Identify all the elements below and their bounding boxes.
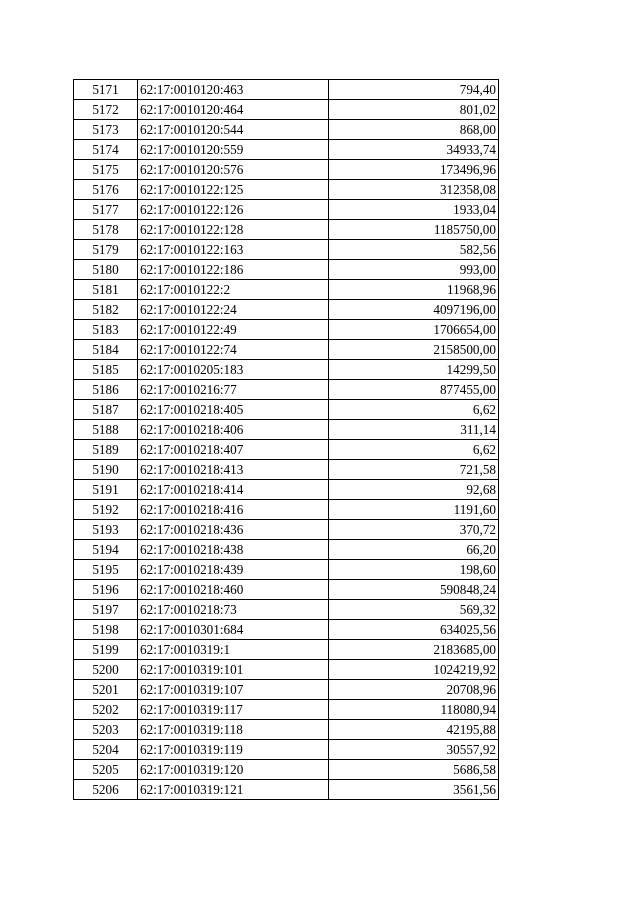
row-number-cell: 5189 bbox=[74, 440, 138, 460]
row-number-cell: 5197 bbox=[74, 600, 138, 620]
cadastral-value-cell: 1191,60 bbox=[329, 500, 499, 520]
cadastral-number-cell: 62:17:0010301:684 bbox=[138, 620, 329, 640]
cadastral-value-cell: 3561,56 bbox=[329, 780, 499, 800]
row-number-cell: 5192 bbox=[74, 500, 138, 520]
cadastral-number-cell: 62:17:0010319:118 bbox=[138, 720, 329, 740]
row-number-cell: 5196 bbox=[74, 580, 138, 600]
cadastral-number-cell: 62:17:0010319:107 bbox=[138, 680, 329, 700]
table-row bbox=[74, 260, 499, 280]
table-row bbox=[74, 440, 499, 460]
cadastral-value-cell: 14299,50 bbox=[329, 360, 499, 380]
row-number-cell: 5190 bbox=[74, 460, 138, 480]
row-number-cell: 5175 bbox=[74, 160, 138, 180]
cadastral-number-cell: 62:17:0010120:544 bbox=[138, 120, 329, 140]
cadastral-value-cell: 66,20 bbox=[329, 540, 499, 560]
row-number-cell: 5179 bbox=[74, 240, 138, 260]
cadastral-value-cell: 11968,96 bbox=[329, 280, 499, 300]
table-row bbox=[74, 460, 499, 480]
table-row bbox=[74, 640, 499, 660]
cadastral-value-cell: 590848,24 bbox=[329, 580, 499, 600]
table-row bbox=[74, 780, 499, 800]
cadastral-number-cell: 62:17:0010122:24 bbox=[138, 300, 329, 320]
table-row bbox=[74, 200, 499, 220]
cadastral-value-cell: 118080,94 bbox=[329, 700, 499, 720]
cadastral-value-cell: 2183685,00 bbox=[329, 640, 499, 660]
cadastral-value-cell: 4097196,00 bbox=[329, 300, 499, 320]
cadastral-value-cell: 721,58 bbox=[329, 460, 499, 480]
row-number-cell: 5171 bbox=[74, 80, 138, 100]
row-number-cell: 5204 bbox=[74, 740, 138, 760]
row-number-cell: 5187 bbox=[74, 400, 138, 420]
table-row bbox=[74, 120, 499, 140]
cadastral-number-cell: 62:17:0010122:2 bbox=[138, 280, 329, 300]
table-row bbox=[74, 80, 499, 100]
table-row bbox=[74, 600, 499, 620]
row-number-cell: 5194 bbox=[74, 540, 138, 560]
table-row bbox=[74, 320, 499, 340]
cadastral-value-cell: 20708,96 bbox=[329, 680, 499, 700]
cadastral-value-cell: 34933,74 bbox=[329, 140, 499, 160]
cadastral-number-cell: 62:17:0010122:126 bbox=[138, 200, 329, 220]
table-row bbox=[74, 140, 499, 160]
cadastral-value-cell: 6,62 bbox=[329, 400, 499, 420]
cadastral-number-cell: 62:17:0010319:121 bbox=[138, 780, 329, 800]
cadastral-value-cell: 92,68 bbox=[329, 480, 499, 500]
row-number-cell: 5183 bbox=[74, 320, 138, 340]
row-number-cell: 5180 bbox=[74, 260, 138, 280]
table-row bbox=[74, 480, 499, 500]
cadastral-number-cell: 62:17:0010319:119 bbox=[138, 740, 329, 760]
cadastral-number-cell: 62:17:0010218:436 bbox=[138, 520, 329, 540]
row-number-cell: 5202 bbox=[74, 700, 138, 720]
table-row bbox=[74, 700, 499, 720]
cadastral-value-cell: 877455,00 bbox=[329, 380, 499, 400]
cadastral-number-cell: 62:17:0010120:463 bbox=[138, 80, 329, 100]
row-number-cell: 5191 bbox=[74, 480, 138, 500]
table-row bbox=[74, 760, 499, 780]
cadastral-value-table bbox=[73, 79, 499, 800]
cadastral-number-cell: 62:17:0010218:416 bbox=[138, 500, 329, 520]
cadastral-value-cell: 173496,96 bbox=[329, 160, 499, 180]
cadastral-number-cell: 62:17:0010122:163 bbox=[138, 240, 329, 260]
row-number-cell: 5200 bbox=[74, 660, 138, 680]
table-row bbox=[74, 580, 499, 600]
cadastral-value-cell: 582,56 bbox=[329, 240, 499, 260]
table-row bbox=[74, 520, 499, 540]
table-row bbox=[74, 560, 499, 580]
cadastral-number-cell: 62:17:0010218:413 bbox=[138, 460, 329, 480]
cadastral-value-cell: 312358,08 bbox=[329, 180, 499, 200]
cadastral-value-cell: 30557,92 bbox=[329, 740, 499, 760]
table-row bbox=[74, 720, 499, 740]
row-number-cell: 5186 bbox=[74, 380, 138, 400]
cadastral-value-cell: 1933,04 bbox=[329, 200, 499, 220]
cadastral-number-cell: 62:17:0010218:406 bbox=[138, 420, 329, 440]
cadastral-number-cell: 62:17:0010218:439 bbox=[138, 560, 329, 580]
table-row bbox=[74, 300, 499, 320]
table-row bbox=[74, 220, 499, 240]
table-row bbox=[74, 360, 499, 380]
cadastral-number-cell: 62:17:0010122:74 bbox=[138, 340, 329, 360]
cadastral-value-cell: 1185750,00 bbox=[329, 220, 499, 240]
cadastral-value-cell: 993,00 bbox=[329, 260, 499, 280]
cadastral-number-cell: 62:17:0010122:186 bbox=[138, 260, 329, 280]
table-body bbox=[74, 80, 499, 800]
table-row bbox=[74, 500, 499, 520]
table-row bbox=[74, 100, 499, 120]
table-row bbox=[74, 400, 499, 420]
row-number-cell: 5199 bbox=[74, 640, 138, 660]
row-number-cell: 5195 bbox=[74, 560, 138, 580]
cadastral-number-cell: 62:17:0010120:576 bbox=[138, 160, 329, 180]
cadastral-number-cell: 62:17:0010120:464 bbox=[138, 100, 329, 120]
cadastral-value-cell: 569,32 bbox=[329, 600, 499, 620]
row-number-cell: 5174 bbox=[74, 140, 138, 160]
row-number-cell: 5188 bbox=[74, 420, 138, 440]
cadastral-number-cell: 62:17:0010218:414 bbox=[138, 480, 329, 500]
cadastral-value-cell: 370,72 bbox=[329, 520, 499, 540]
cadastral-number-cell: 62:17:0010218:73 bbox=[138, 600, 329, 620]
table-row bbox=[74, 740, 499, 760]
cadastral-value-cell: 311,14 bbox=[329, 420, 499, 440]
row-number-cell: 5206 bbox=[74, 780, 138, 800]
cadastral-number-cell: 62:17:0010218:407 bbox=[138, 440, 329, 460]
row-number-cell: 5173 bbox=[74, 120, 138, 140]
row-number-cell: 5201 bbox=[74, 680, 138, 700]
cadastral-number-cell: 62:17:0010218:405 bbox=[138, 400, 329, 420]
cadastral-number-cell: 62:17:0010319:1 bbox=[138, 640, 329, 660]
row-number-cell: 5193 bbox=[74, 520, 138, 540]
row-number-cell: 5181 bbox=[74, 280, 138, 300]
cadastral-number-cell: 62:17:0010205:183 bbox=[138, 360, 329, 380]
table-row bbox=[74, 240, 499, 260]
table-row bbox=[74, 680, 499, 700]
row-number-cell: 5184 bbox=[74, 340, 138, 360]
table-row bbox=[74, 340, 499, 360]
cadastral-value-cell: 1706654,00 bbox=[329, 320, 499, 340]
table-row bbox=[74, 420, 499, 440]
row-number-cell: 5198 bbox=[74, 620, 138, 640]
cadastral-value-cell: 634025,56 bbox=[329, 620, 499, 640]
cadastral-number-cell: 62:17:0010216:77 bbox=[138, 380, 329, 400]
cadastral-number-cell: 62:17:0010319:120 bbox=[138, 760, 329, 780]
table-row bbox=[74, 160, 499, 180]
row-number-cell: 5185 bbox=[74, 360, 138, 380]
table-row bbox=[74, 660, 499, 680]
row-number-cell: 5172 bbox=[74, 100, 138, 120]
cadastral-value-cell: 868,00 bbox=[329, 120, 499, 140]
cadastral-value-cell: 794,40 bbox=[329, 80, 499, 100]
cadastral-number-cell: 62:17:0010122:128 bbox=[138, 220, 329, 240]
cadastral-value-cell: 2158500,00 bbox=[329, 340, 499, 360]
cadastral-number-cell: 62:17:0010218:460 bbox=[138, 580, 329, 600]
cadastral-number-cell: 62:17:0010319:117 bbox=[138, 700, 329, 720]
row-number-cell: 5205 bbox=[74, 760, 138, 780]
row-number-cell: 5177 bbox=[74, 200, 138, 220]
table-row bbox=[74, 620, 499, 640]
cadastral-value-cell: 6,62 bbox=[329, 440, 499, 460]
row-number-cell: 5182 bbox=[74, 300, 138, 320]
table-row bbox=[74, 540, 499, 560]
row-number-cell: 5176 bbox=[74, 180, 138, 200]
cadastral-number-cell: 62:17:0010218:438 bbox=[138, 540, 329, 560]
cadastral-value-cell: 1024219,92 bbox=[329, 660, 499, 680]
cadastral-value-cell: 198,60 bbox=[329, 560, 499, 580]
cadastral-value-cell: 5686,58 bbox=[329, 760, 499, 780]
cadastral-value-cell: 801,02 bbox=[329, 100, 499, 120]
table-row bbox=[74, 380, 499, 400]
table-row bbox=[74, 180, 499, 200]
cadastral-number-cell: 62:17:0010122:125 bbox=[138, 180, 329, 200]
table-row bbox=[74, 280, 499, 300]
cadastral-number-cell: 62:17:0010319:101 bbox=[138, 660, 329, 680]
row-number-cell: 5178 bbox=[74, 220, 138, 240]
cadastral-number-cell: 62:17:0010120:559 bbox=[138, 140, 329, 160]
cadastral-number-cell: 62:17:0010122:49 bbox=[138, 320, 329, 340]
cadastral-value-cell: 42195,88 bbox=[329, 720, 499, 740]
row-number-cell: 5203 bbox=[74, 720, 138, 740]
